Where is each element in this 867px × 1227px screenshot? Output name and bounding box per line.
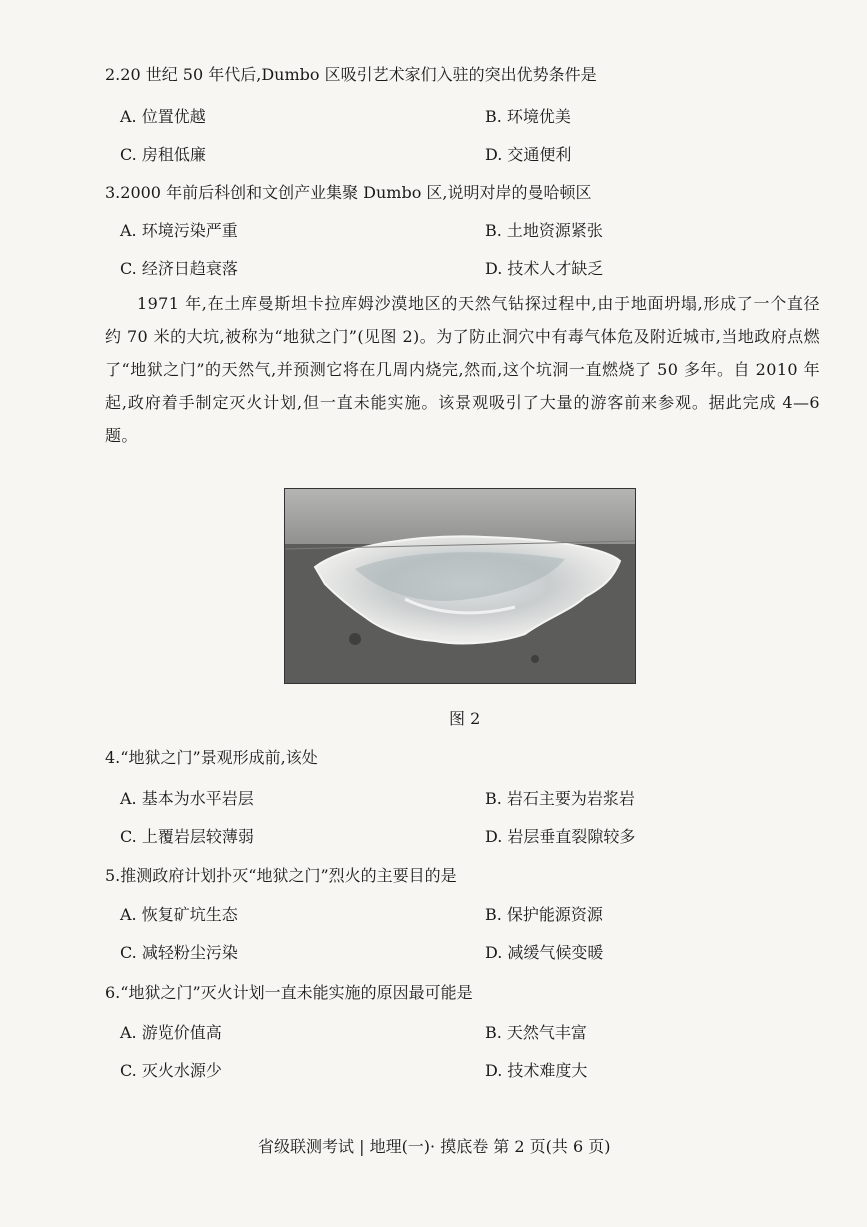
question-4-option-a: A. 基本为水平岩层 [120, 789, 254, 808]
question-2-option-c: C. 房租低廉 [120, 145, 206, 164]
question-5-option-d: D. 减缓气候变暖 [485, 943, 604, 962]
question-5-option-c: C. 减轻粉尘污染 [120, 943, 238, 962]
question-3-stem: 3.2000 年前后科创和文创产业集聚 Dumbo 区,说明对岸的曼哈顿区 [105, 183, 592, 202]
reading-passage: 1971 年,在土库曼斯坦卡拉库姆沙漠地区的天然气钻探过程中,由于地面坍塌,形成了一个直径约 70 米的大坑,被称为“地狱之门”(见图 2)。为了防止洞穴中有毒气体危及附近城市,当地政府点燃了“地狱之门”的天然气,并预测它将在几周内烧完,然而,这个坑洞一直燃烧了 50 多年。自 2010 年起,政府着手制定灭火计划,但一直未能实施。该景观吸引了大量的游客前来参观。据此完成 4—6 题。 [105, 294, 820, 445]
page-footer: 省级联测考试 | 地理(一)· 摸底卷 第 2 页(共 6 页) [258, 1137, 611, 1156]
question-6-stem: 6.“地狱之门”灭火计划一直未能实施的原因最可能是 [105, 983, 473, 1002]
crater-illustration [285, 489, 635, 683]
question-4-option-c: C. 上覆岩层较薄弱 [120, 827, 254, 846]
crater-photo [284, 488, 636, 684]
question-5-stem: 5.推测政府计划扑灭“地狱之门”烈火的主要目的是 [105, 866, 457, 885]
question-6-option-a: A. 游览价值高 [120, 1023, 222, 1042]
question-6-option-d: D. 技术难度大 [485, 1061, 588, 1080]
question-6-option-b: B. 天然气丰富 [485, 1023, 587, 1042]
question-4-stem: 4.“地狱之门”景观形成前,该处 [105, 748, 318, 767]
question-3-option-c: C. 经济日趋衰落 [120, 259, 238, 278]
question-5-option-b: B. 保护能源资源 [485, 905, 603, 924]
question-2-option-d: D. 交通便利 [485, 145, 572, 164]
question-2-option-a: A. 位置优越 [120, 107, 206, 126]
question-2-stem: 2.20 世纪 50 年代后,Dumbo 区吸引艺术家们入驻的突出优势条件是 [105, 65, 597, 84]
question-4-option-b: B. 岩石主要为岩浆岩 [485, 789, 635, 808]
question-3-option-d: D. 技术人才缺乏 [485, 259, 604, 278]
question-3-option-b: B. 土地资源紧张 [485, 221, 603, 240]
figure-caption: 图 2 [449, 709, 481, 728]
question-5-option-a: A. 恢复矿坑生态 [120, 905, 238, 924]
question-4-option-d: D. 岩层垂直裂隙较多 [485, 827, 636, 846]
question-6-option-c: C. 灭火水源少 [120, 1061, 222, 1080]
question-3-option-a: A. 环境污染严重 [120, 221, 238, 240]
question-2-option-b: B. 环境优美 [485, 107, 571, 126]
